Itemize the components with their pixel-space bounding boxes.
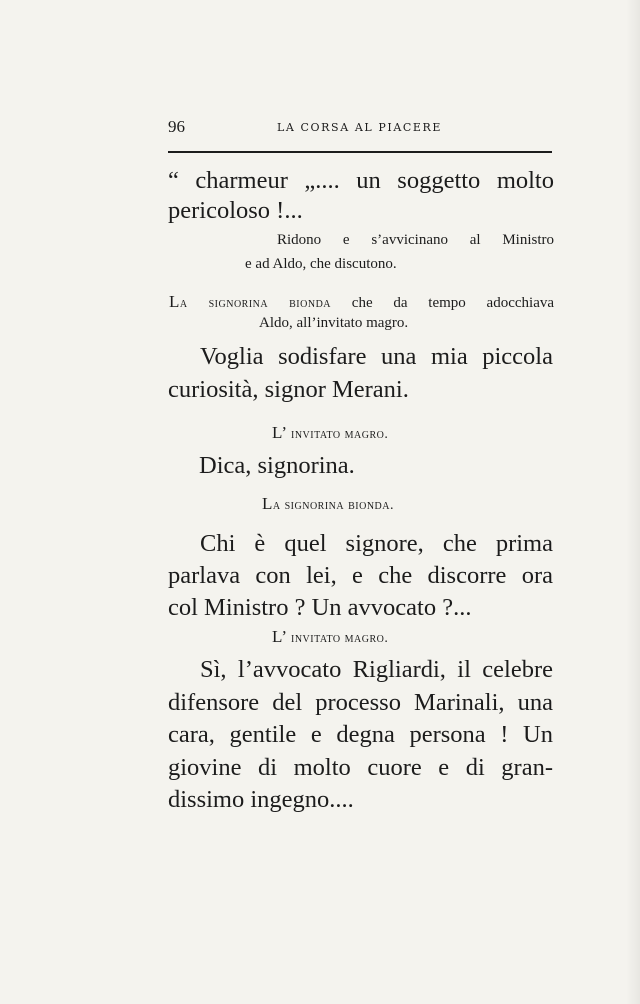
speaker-initial: L (169, 292, 180, 311)
text-line: giovine di molto cuore e di gran- (168, 754, 553, 781)
speaker-initial: L’ (272, 627, 291, 646)
page-number: 96 (168, 117, 185, 136)
stage-direction-line: Aldo, all’invitato magro. (259, 315, 409, 331)
text-line: cara, gentile e degna persona ! Un (168, 721, 553, 748)
running-title: LA CORSA AL PIACERE (277, 121, 443, 134)
text-line: Chi è quel signore, che prima (200, 530, 553, 557)
stage-direction-text: che da tempo adocchiava (331, 295, 555, 311)
stage-direction-line: Ridono e s’avvicinano al Ministro (277, 232, 554, 248)
speaker-name: invitato magro. (290, 631, 389, 646)
speaker-name: a signorina bionda. (272, 498, 394, 513)
speaker-name: a signorina bionda (179, 296, 332, 311)
text-line: “ charmeur „.... un soggetto molto (168, 167, 554, 194)
speaker-initial: L (262, 494, 273, 513)
text-line: Voglia sodisfare una mia piccola (200, 343, 553, 370)
text-line: Dica, signorina. (199, 452, 355, 479)
text-line: col Ministro ? Un avvocato ?... (168, 594, 472, 621)
page-edge-shadow (626, 0, 640, 1004)
speaker-heading (272, 627, 388, 647)
text-line: curiosità, signor Merani. (168, 376, 409, 403)
speaker-name: invitato magro. (290, 427, 389, 442)
text-line: parlava con lei, e che discorre ora (168, 562, 553, 589)
speaker-initial: L’ (272, 423, 291, 442)
speaker-heading (272, 423, 388, 443)
speaker-heading (262, 494, 394, 514)
text-line: dissimo ingegno.... (168, 786, 354, 813)
running-header (168, 117, 552, 141)
header-rule (168, 151, 552, 153)
text-line: pericoloso !... (168, 197, 303, 224)
text-line: difensore del processo Marinali, una (168, 689, 553, 716)
stage-direction-line: e ad Aldo, che discutono. (245, 256, 397, 272)
text-line: Sì, l’avvocato Rigliardi, il celebre (200, 656, 553, 683)
stage-direction-line (169, 292, 554, 312)
